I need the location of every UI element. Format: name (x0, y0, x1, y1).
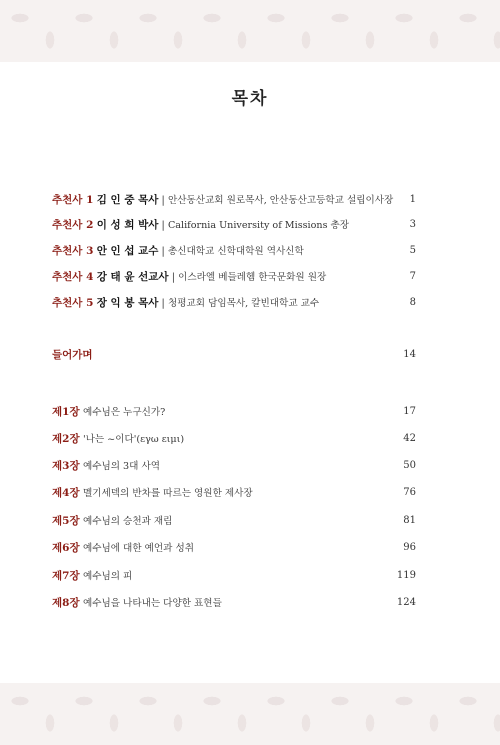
toc-entry-chapter-2[interactable]: 제2장 '나는 ~이다'(εγω ειμι) 42 (52, 430, 416, 448)
toc-entry-recommendation-4[interactable]: 추천사 4 강 태 윤 선교사 | 이스라엘 베들레헴 한국문화원 원장 7 (52, 268, 416, 286)
toc-entry-recommendation-3[interactable]: 추천사 3 안 인 섭 교수 | 총신대학교 신학대학원 역사신학 5 (52, 242, 416, 260)
page-number: 124 (396, 597, 416, 608)
toc-entry-recommendation-5[interactable]: 추천사 5 장 익 봉 목사 | 청평교회 담임목사, 칼빈대학교 교수 8 (52, 294, 416, 312)
toc-entry-chapter-5[interactable]: 제5장 예수님의 승천과 재림 81 (52, 512, 416, 530)
toc-entry-intro[interactable]: 들어가며 14 (52, 346, 416, 364)
toc-entry-chapter-1[interactable]: 제1장 예수님은 누구신가? 17 (52, 403, 416, 421)
toc-entry-chapter-4[interactable]: 제4장 멜기세덱의 반차를 따르는 영원한 제사장 76 (52, 484, 416, 502)
toc-entry-recommendation-2[interactable]: 추천사 2 이 성 희 박사 | California University of Missions 총장 3 (52, 216, 416, 234)
toc-entry-chapter-7[interactable]: 제7장 예수님의 피 119 (52, 567, 416, 585)
toc-entry-chapter-6[interactable]: 제6장 예수님에 대한 예언과 성취 96 (52, 539, 416, 557)
toc-entry-recommendation-1[interactable]: 추천사 1 김 인 중 목사 | 안산동산교회 원로목사, 안산동산고등학교 설립이사장 1 (52, 191, 416, 209)
page-number: 14 (403, 349, 416, 360)
decorative-footer-band (0, 683, 500, 745)
page-title: 목차 (231, 89, 269, 109)
page-number: 119 (396, 570, 416, 581)
decorative-header-band (0, 0, 500, 62)
page-number: 76 (403, 487, 416, 498)
page-number: 50 (403, 460, 416, 471)
page-number: 81 (403, 515, 416, 526)
page-number: 5 (409, 245, 416, 256)
page-number: 96 (403, 542, 416, 553)
page-number: 8 (409, 297, 416, 308)
page-number: 1 (409, 194, 416, 205)
page-number: 7 (409, 271, 416, 282)
page-number: 17 (403, 406, 416, 417)
toc-entry-chapter-8[interactable]: 제8장 예수님을 나타내는 다양한 표현들 124 (52, 594, 416, 612)
page-number: 42 (403, 433, 416, 444)
toc-entry-chapter-3[interactable]: 제3장 예수님의 3대 사역 50 (52, 457, 416, 475)
page-number: 3 (409, 219, 416, 230)
